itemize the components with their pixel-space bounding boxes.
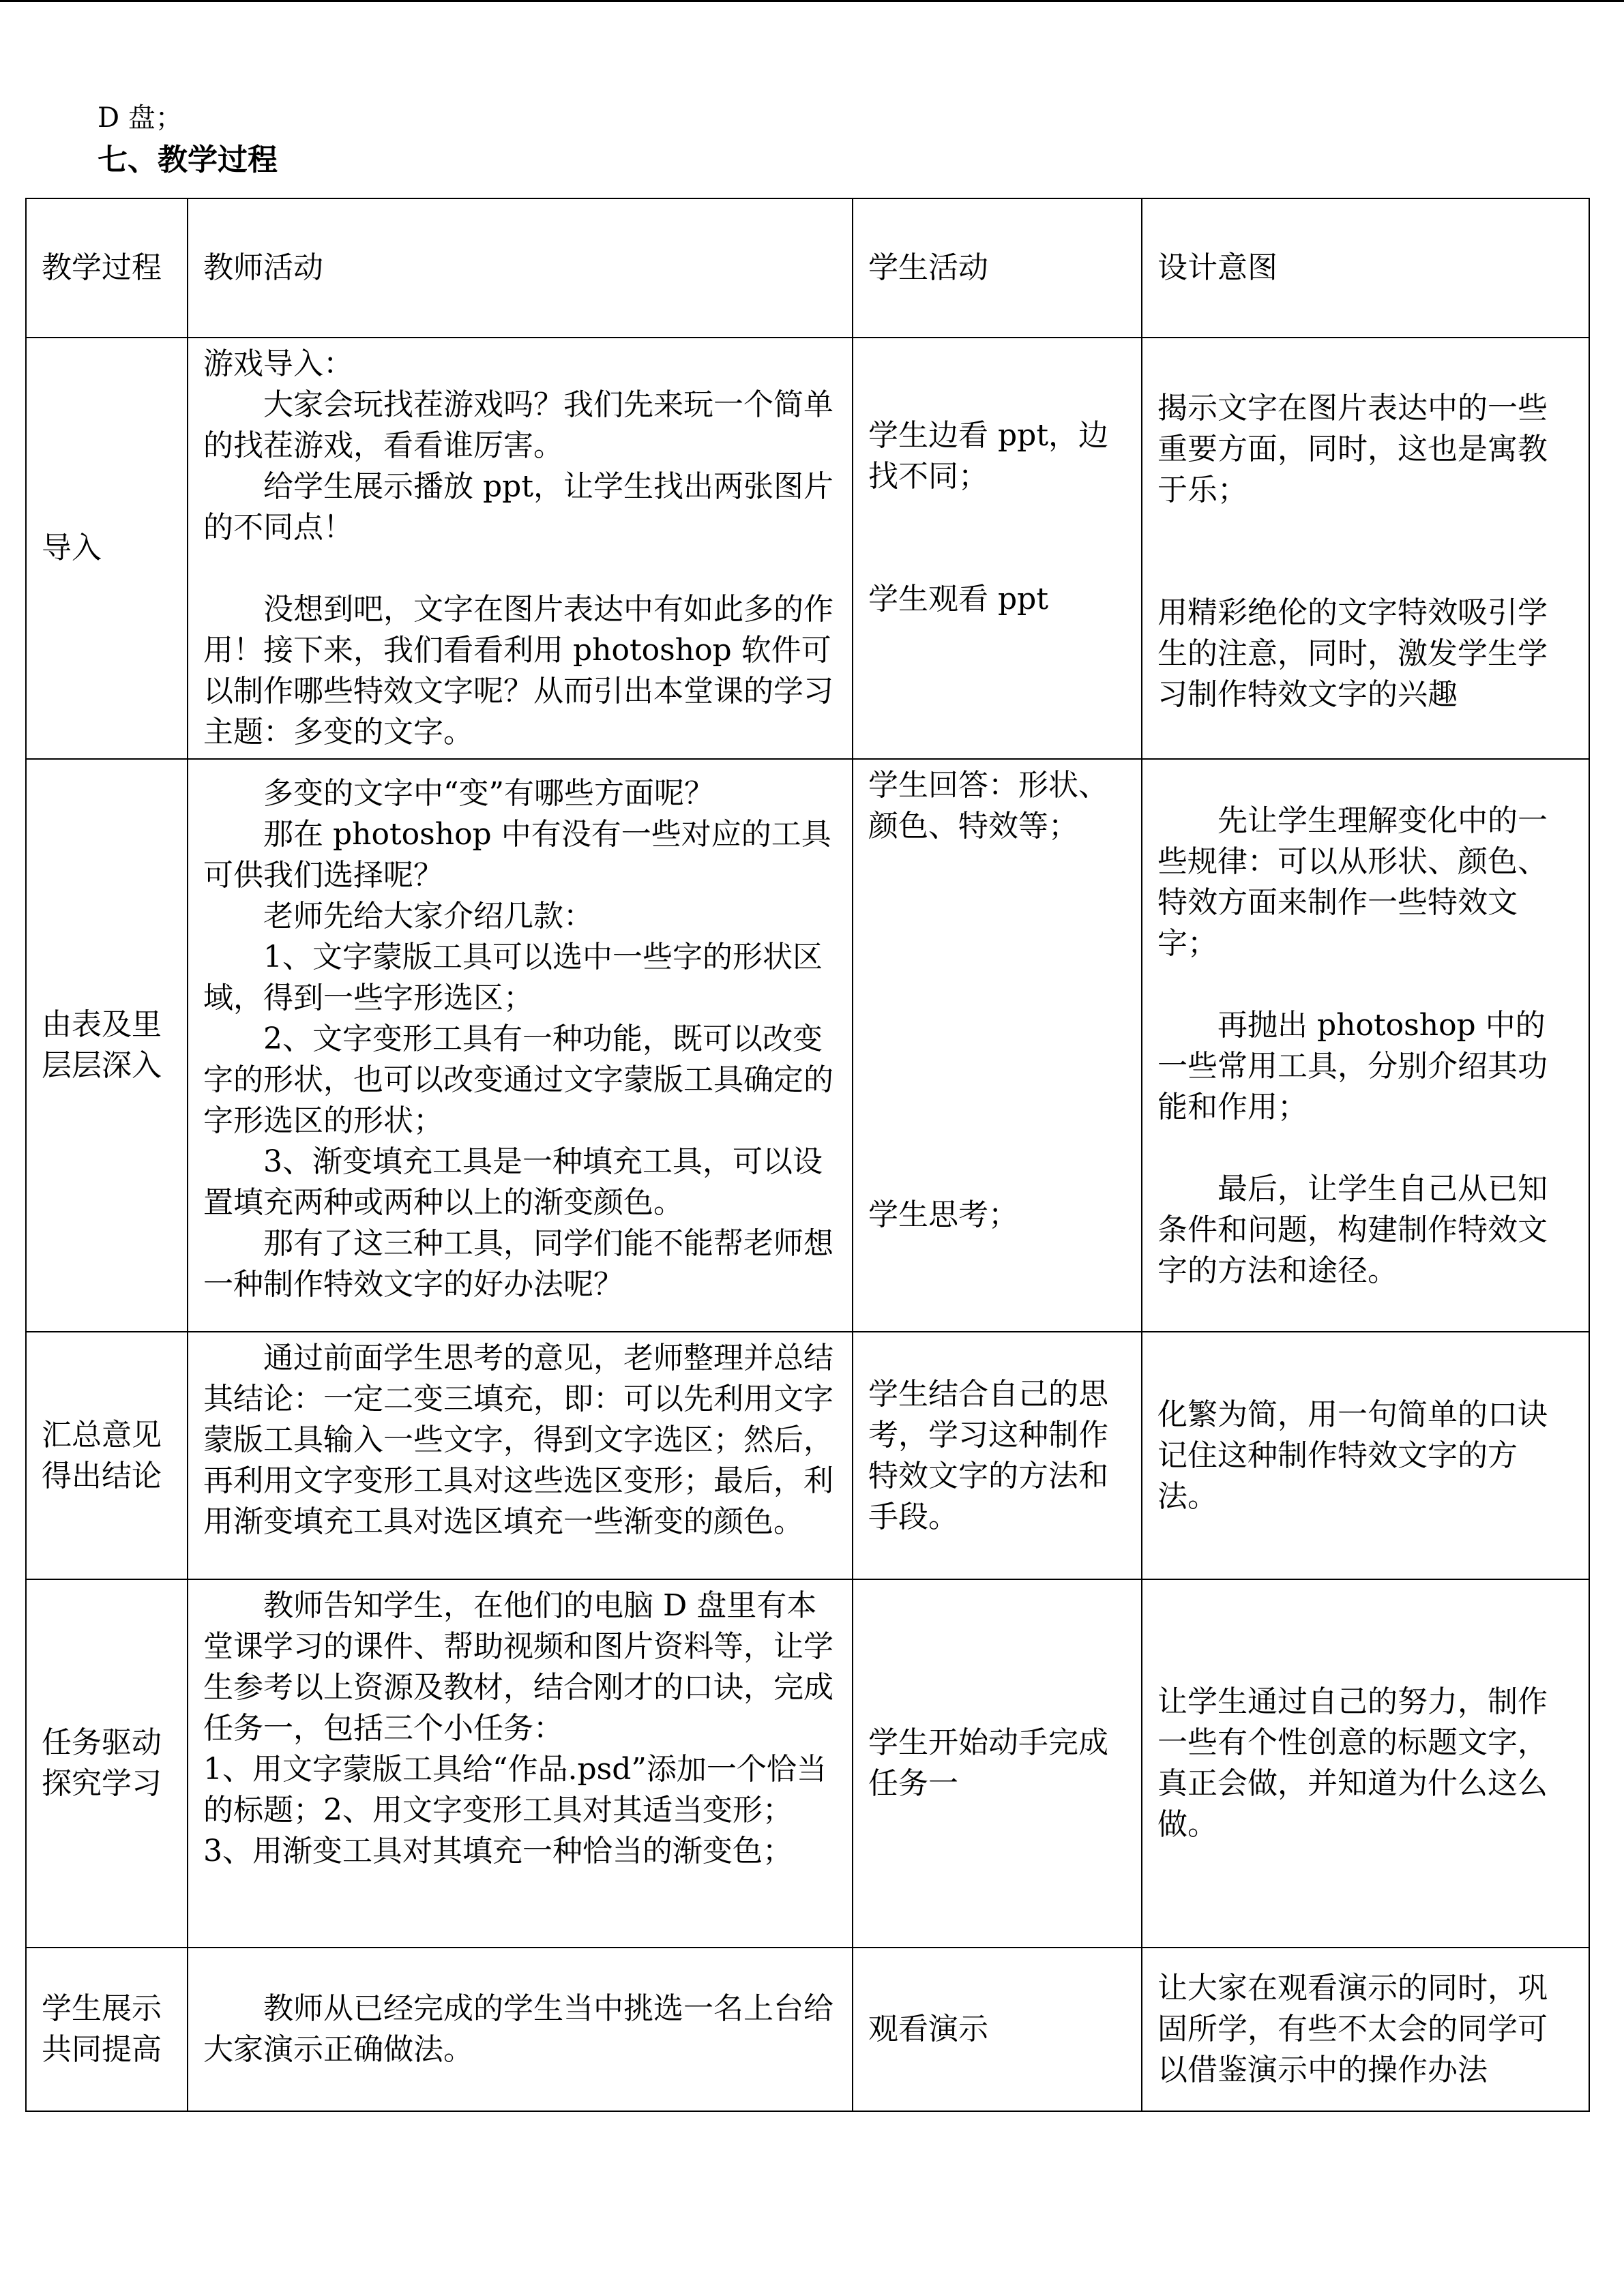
student-text: 学生开始动手完成任务一	[868, 1725, 1108, 1801]
intent-text: 让大家在观看演示的同时，巩固所学，有些不太会的同学可以借鉴演示中的操作办法	[1157, 1971, 1548, 2087]
student-text: 观看演示	[868, 2012, 988, 2046]
header-student-activity: 学生活动	[853, 198, 1142, 338]
teacher-text: 通过前面学生思考的意见，老师整理并总结其结论：一定二变三填充，即：可以先利用文字蒙版工具输入一些文字，得到文字选区；然后，再利用文字变形工具对这些选区变形；最后，利用渐变填充工具对选区填充一些渐变的颜色。	[203, 1341, 833, 1539]
design-intent-cell	[1142, 1332, 1589, 1579]
student-text: 学生观看 ppt	[868, 582, 1048, 616]
teacher-text: 1、文字蒙版工具可以选中一些字的形状区域，得到一些字形选区；	[203, 940, 823, 1015]
stage-cell: 由表及里层层深入	[26, 759, 188, 1332]
teacher-text: 1、用文字蒙版工具给“作品.psd”添加一个恰当的标题；2、用文字变形工具对其适当变形；3、用渐变工具对其填充一种恰当的渐变色；	[203, 1752, 827, 1868]
intent-text: 最后，让学生自己从已知条件和问题，构建制作特效文字的方法和途径。	[1157, 1172, 1548, 1288]
table-row	[26, 1579, 1589, 1948]
table-header-row	[26, 198, 1589, 338]
teacher-text: 大家会玩找茬游戏吗？我们先来玩一个简单的找茬游戏，看看谁厉害。	[203, 387, 833, 463]
teacher-activity-cell	[188, 1579, 853, 1948]
table-row	[26, 1332, 1589, 1579]
intent-text: 先让学生理解变化中的一些规律：可以从形状、颜色、特效方面来制作一些特效文字；	[1157, 803, 1548, 961]
table-row	[26, 759, 1589, 1332]
intent-text: 再抛出 photoshop 中的一些常用工具，分别介绍其功能和作用；	[1157, 1008, 1548, 1124]
teacher-activity-cell	[188, 338, 853, 759]
header-stage: 教学过程	[26, 198, 188, 338]
teacher-activity-cell	[188, 1332, 853, 1579]
teacher-activity-cell	[188, 1948, 853, 2111]
student-text: 学生思考；	[868, 1197, 1018, 1232]
teacher-text: 老师先给大家介绍几款：	[263, 899, 593, 934]
teacher-text: 那在 photoshop 中有没有一些对应的工具可供我们选择呢？	[203, 817, 831, 893]
student-activity-cell	[853, 1332, 1142, 1579]
design-intent-cell	[1142, 759, 1589, 1332]
intent-text: 让学生通过自己的努力，制作一些有个性创意的标题文字，真正会做，并知道为什么这么做。	[1157, 1684, 1548, 1842]
header-design-intent: 设计意图	[1142, 198, 1589, 338]
teacher-text: 3、渐变填充工具是一种填充工具，可以设置填充两种或两种以上的渐变颜色。	[203, 1144, 823, 1220]
teacher-text: 多变的文字中“变”有哪些方面呢？	[263, 776, 714, 811]
student-activity-cell	[853, 1948, 1142, 2111]
previous-page-text: D 盘；	[98, 102, 183, 134]
teacher-text: 没想到吧，文字在图片表达中有如此多的作用！接下来，我们看看利用 photoshop 软件可以制作哪些特效文字呢？从而引出本堂课的学习主题：多变的文字。	[203, 592, 833, 749]
intent-text: 揭示文字在图片表达中的一些重要方面，同时，这也是寓教于乐；	[1157, 391, 1548, 507]
stage-cell: 导入	[26, 338, 188, 759]
stage-cell: 学生展示共同提高	[26, 1948, 188, 2111]
teacher-text: 教师告知学生，在他们的电脑 D 盘里有本堂课学习的课件、帮助视频和图片资料等，让学生参考以上资源及教材，结合刚才的口诀，完成任务一，包括三个小任务：	[203, 1588, 833, 1746]
student-activity-cell	[853, 338, 1142, 759]
teacher-text: 给学生展示播放 ppt，让学生找出两张图片的不同点！	[203, 469, 833, 545]
design-intent-cell	[1142, 1948, 1589, 2111]
top-border-line	[0, 0, 1624, 2]
intent-text: 用精彩绝伦的文字特效吸引学生的注意，同时，激发学生学习制作特效文字的兴趣	[1157, 595, 1548, 712]
design-intent-cell	[1142, 338, 1589, 759]
teacher-text: 2、文字变形工具有一种功能，既可以改变字的形状，也可以改变通过文字蒙版工具确定的字形选区的形状；	[203, 1022, 833, 1138]
student-text: 学生结合自己的思考，学习这种制作特效文字的方法和手段。	[868, 1376, 1108, 1534]
student-text: 学生回答：形状、颜色、特效等；	[868, 768, 1108, 844]
teacher-text: 那有了这三种工具，同学们能不能帮老师想一种制作特效文字的好办法呢？	[203, 1226, 833, 1302]
teaching-process-table	[25, 198, 1590, 2112]
table-row	[26, 338, 1589, 759]
section-title: 七、教学过程	[98, 143, 278, 177]
intent-text: 化繁为简，用一句简单的口诀记住这种制作特效文字的方法。	[1157, 1397, 1548, 1514]
student-activity-cell	[853, 1579, 1142, 1948]
table-row	[26, 1948, 1589, 2111]
stage-cell: 汇总意见得出结论	[26, 1332, 188, 1579]
teacher-text: 教师从已经完成的学生当中挑选一名上台给大家演示正确做法。	[203, 1991, 833, 2067]
stage-cell: 任务驱动探究学习	[26, 1579, 188, 1948]
student-text: 学生边看 ppt，边找不同；	[868, 418, 1108, 494]
teacher-text: 游戏导入：	[203, 346, 353, 381]
teacher-activity-cell	[188, 759, 853, 1332]
header-teacher-activity: 教师活动	[188, 198, 853, 338]
design-intent-cell	[1142, 1579, 1589, 1948]
student-activity-cell	[853, 759, 1142, 1332]
